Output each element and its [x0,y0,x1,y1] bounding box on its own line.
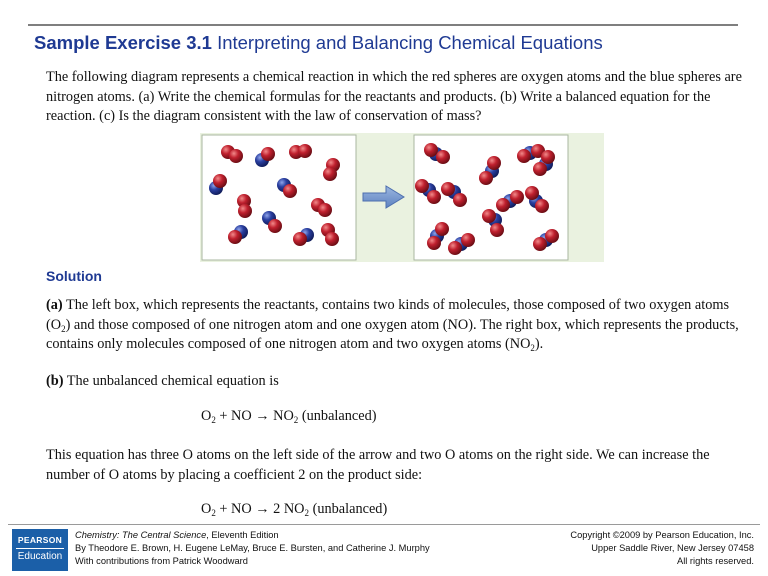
eq2-subscript-1: 2 [211,508,216,518]
oxygen-atom [535,199,549,213]
part-a-subscript-1: 2 [61,323,66,334]
part-a-subscript-2: 2 [530,343,535,353]
title-text: Interpreting and Balancing Chemical Equations [211,32,603,53]
oxygen-atom [441,182,455,196]
o2-molecule [237,194,252,218]
oxygen-atom [496,198,510,212]
oxygen-atom [415,179,429,193]
solution-part-a [46,296,746,355]
logo-divider [16,548,64,549]
oxygen-atom [448,241,462,255]
eq1-text-3: (unbalanced) [298,408,377,424]
oxygen-atom [517,149,531,163]
solution-paragraph-c: This equation has three O atoms on the left side of the arrow and two O atoms on the right side. We can increase the number of O atoms by placing a coefficient 2 on the product side: [46,447,710,483]
part-b-text: The unbalanced chemical equation is [63,373,279,389]
solution-heading: Solution [46,268,102,284]
solution-part-b [46,372,746,392]
book-authors: By Theodore E. Brown, H. Eugene LeMay, Bruce E. Bursten, and Catherine J. Murphy [75,543,430,553]
oxygen-atom [482,209,496,223]
footer [0,520,768,576]
eq1-text-2: + NO → NO [215,408,294,424]
oxygen-atom [293,232,307,246]
oxygen-atom [525,186,539,200]
book-contributions: With contributions from Patrick Woodward [75,556,248,566]
unbalanced-equation-2 [201,500,387,520]
logo-bottom-text: Education [17,551,63,562]
oxygen-atom [213,174,227,188]
part-a-text-2: ) and those composed of one nitrogen atom and one oxygen atom (NO). The right box, which represents the products, contains only molecules composed of one nitrogen atom and two oxygen atoms (NO [46,316,739,352]
oxygen-atom [323,167,337,181]
o2-molecule [289,144,312,159]
oxygen-atom [228,230,242,244]
oxygen-atom [238,204,252,218]
publisher-address: Upper Saddle River, New Jersey 07458 [591,543,754,553]
oxygen-atom [325,232,339,246]
oxygen-atom [261,147,275,161]
oxygen-atom [461,233,475,247]
oxygen-atom [545,229,559,243]
copyright-notice [570,529,754,568]
eq1-subscript-2: 2 [293,415,299,425]
book-title-line [75,529,430,542]
oxygen-atom [533,162,547,176]
part-a-label: (a) [46,297,63,313]
oxygen-atom [424,143,438,157]
eq1-subscript-1: 2 [211,415,216,425]
oxygen-atom [541,150,555,164]
oxygen-atom [318,203,332,217]
logo-top-text: PEARSON [17,535,63,545]
oxygen-atom [533,237,547,251]
oxygen-atom [487,156,501,170]
eq2-text-3: (unbalanced) [309,501,388,517]
footer-rule [8,524,760,525]
part-a-text-3: ). [534,336,544,352]
oxygen-atom [453,193,467,207]
oxygen-atom [436,150,450,164]
rights-reserved: All rights reserved. [677,556,754,566]
book-title: Chemistry: The Central Science [75,530,207,540]
oxygen-atom [490,223,504,237]
pearson-education-logo [12,529,68,571]
oxygen-atom [427,190,441,204]
oxygen-atom [298,144,312,158]
book-edition: , Eleventh Edition [206,530,279,540]
problem-statement: The following diagram represents a chemical reaction in which the red spheres are oxygen atoms and the blue spheres are nitrogen atoms. (a) Write the chemical formulas for the reactants and products. (b) Write a balanced equation for the reaction. (c) Is the diagram consistent with the law of conservation of mass? [46,69,742,124]
eq2-text-2: + NO → 2 NO [215,501,305,517]
eq1-text-1: O [201,408,212,424]
oxygen-atom [427,236,441,250]
oxygen-atom [268,219,282,233]
oxygen-atom [435,222,449,236]
part-b-label: (b) [46,373,64,389]
unbalanced-equation-1 [201,407,377,427]
oxygen-atom [229,149,243,163]
oxygen-atom [283,184,297,198]
eq2-text-1: O [201,501,212,517]
book-citation [75,529,430,568]
copyright-line: Copyright ©2009 by Pearson Education, Inc. [570,530,754,540]
oxygen-atom [479,171,493,185]
part-a-text-1: The left box, which represents the reactants, contains two kinds of molecules, those composed of two oxygen atoms (O [46,297,730,333]
oxygen-atom [510,190,524,204]
title-exercise-number: Sample Exercise 3.1 [34,32,212,53]
eq2-subscript-2: 2 [304,508,310,518]
